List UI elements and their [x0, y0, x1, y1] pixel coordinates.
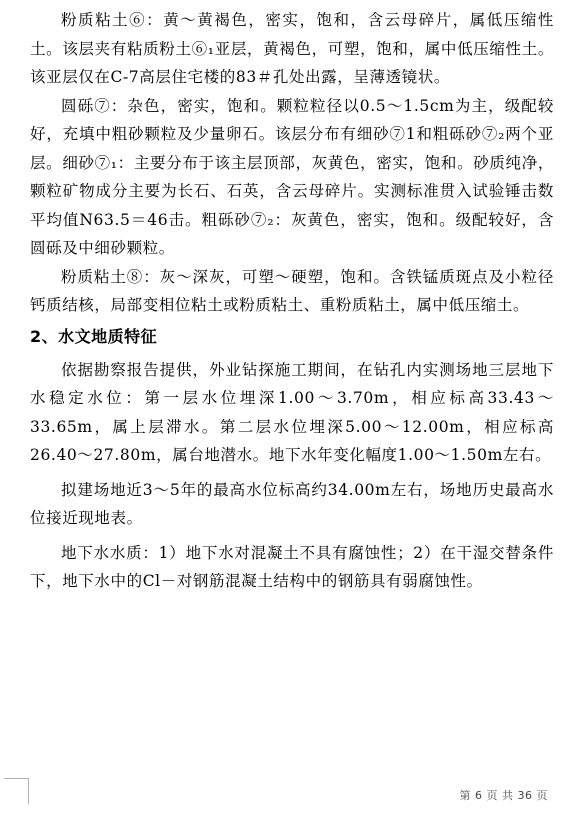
- body-text: [30, 6, 554, 596]
- paragraph-silty-clay-8: 粉质粘土⑧：灰～深灰，可塑～硬塑，饱和。含铁锰质斑点及小粒径钙质结核，局部变相位粘土或粉质粘土、重粉质粘土，属中低压缩土。: [30, 267, 554, 314]
- section-heading-hydrogeology: 2、水文地质特征: [30, 326, 158, 346]
- page-number-footer: 第 6 页 共 36 页: [459, 789, 548, 802]
- paragraph-round-gravel-7: 圆砾⑦：杂色，密实，饱和。颗粒粒径以0.5～1.5cm为主，级配较好，充填中粗砂颗粒及少量卵石。该层分布有细砂⑦1和粗砾砂⑦₂两个亚层。细砂⑦₁：主要分布于该主层顶部，灰黄色，密实，饱和。砂质纯净，颗粒矿物成分主要为长石、石英，含云母碎片。实测标准贯入试验锤击数平均值N63.5＝46击。粗砾砂⑦₂：灰黄色，密实，饱和。级配较好，含圆砾及中细砂颗粒。: [30, 96, 554, 257]
- crop-mark-vertical: [28, 778, 29, 804]
- paragraph-silty-clay-6: 粉质粘土⑥：黄～黄褐色，密实，饱和，含云母碎片，属低压缩性土。该层夹有粘质粉土⑥₁亚层，黄褐色，可塑，饱和，属中低压缩性土。该亚层仅在C-7高层住宅楼的83＃孔处出露，呈薄透镜状。: [30, 11, 554, 86]
- crop-mark-horizontal: [4, 778, 28, 779]
- paragraph-water-quality: 地下水水质：1）地下水对混凝土不具有腐蚀性；2）在干湿交替条件下，地下水中的Cl－对钢筋混凝土结构中的钢筋具有弱腐蚀性。: [30, 543, 554, 590]
- paragraph-max-water-level: 拟建场地近3～5年的最高水位标高约34.00m左右，场地历史最高水位接近现地表。: [30, 480, 554, 527]
- paragraph-groundwater-levels: 依据勘察报告提供，外业钻探施工期间，在钻孔内实测场地三层地下水稳定水位：第一层水位埋深1.00～3.70m，相应标高33.43～33.65m，属上层滞水。第二层水位埋深5.00～12.00m，相应标高26.40～27.80m，属台地潜水。地下水年变化幅度1.00～1.50m左右。: [30, 360, 554, 464]
